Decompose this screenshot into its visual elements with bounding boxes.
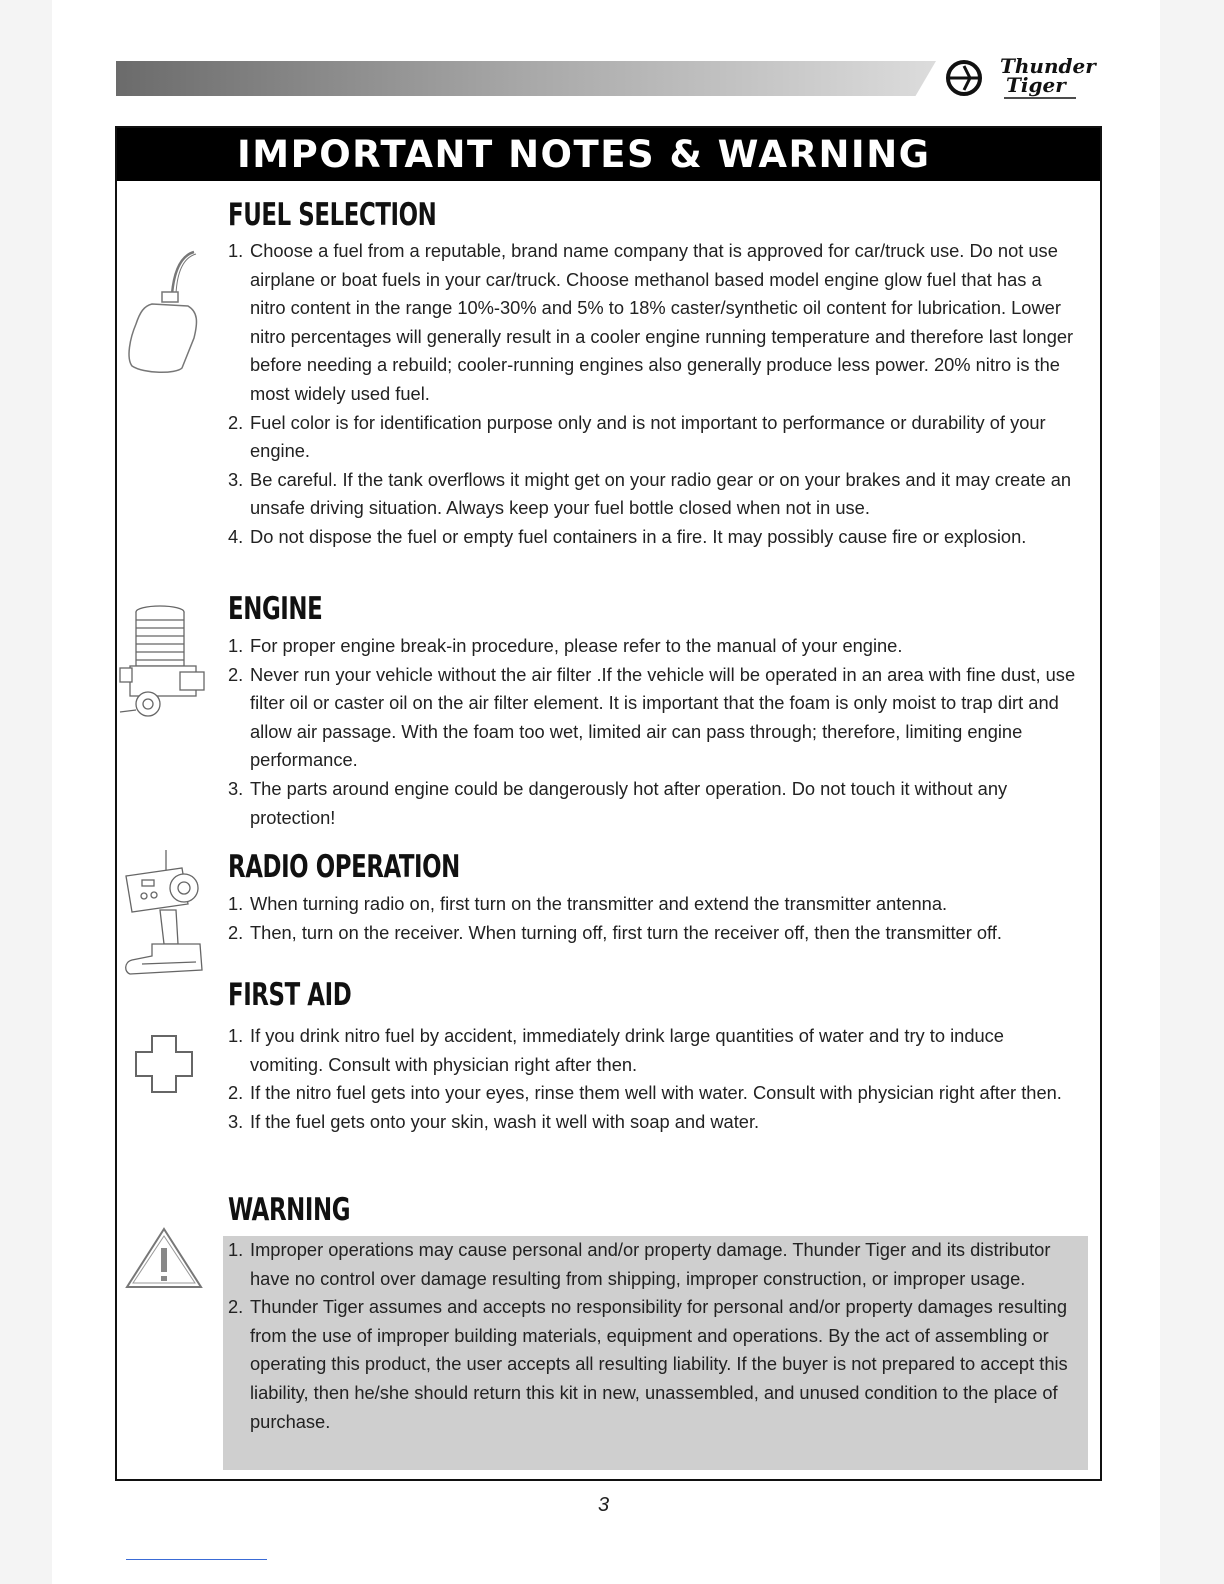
item-text: When turning radio on, first turn on the transmitter and extend the transmitter antenna. bbox=[250, 893, 948, 914]
item-number: 1. bbox=[228, 1025, 244, 1046]
item-text: If the nitro fuel gets into your eyes, rinse them well with water. Consult with physician right after then. bbox=[250, 1082, 1062, 1104]
item-number: 2. bbox=[228, 1082, 244, 1104]
item-text: If the fuel gets onto your skin, wash it well with soap and water. bbox=[250, 1110, 760, 1132]
item-number: 3. bbox=[228, 1110, 244, 1132]
page-title: IMPORTANT NOTES & WARNING bbox=[237, 133, 931, 176]
engine-heading: ENGINE bbox=[228, 591, 323, 627]
link-underline bbox=[126, 1559, 267, 1560]
item-number: 1. bbox=[228, 1239, 244, 1260]
item-number: 1. bbox=[228, 893, 244, 914]
item-number: 1. bbox=[228, 240, 244, 261]
item-number: 3. bbox=[228, 468, 244, 490]
item-number: 2. bbox=[228, 411, 244, 433]
item-number: 2. bbox=[228, 663, 244, 685]
warning-list bbox=[228, 1236, 1078, 1436]
title-bar bbox=[117, 128, 1100, 181]
header-gradient-bar bbox=[116, 61, 936, 96]
list-item bbox=[228, 1108, 1078, 1137]
page-number: 3 bbox=[598, 1494, 610, 1516]
radio-transmitter-icon bbox=[122, 848, 206, 978]
first-aid-heading: FIRST AID bbox=[228, 977, 352, 1013]
list-item bbox=[228, 523, 1078, 552]
item-text: If you drink nitro fuel by accident, immediately drink large quantities of water and try to induce vomiting. Consult with physician right after then. bbox=[250, 1025, 1004, 1075]
engine-list bbox=[228, 632, 1078, 832]
item-number: 1. bbox=[228, 635, 244, 656]
fuel-bottle-icon bbox=[124, 248, 202, 378]
list-item bbox=[228, 1236, 1078, 1293]
item-text: Do not dispose the fuel or empty fuel containers in a fire. It may possibly cause fire or explosion. bbox=[250, 525, 1027, 547]
list-item bbox=[228, 775, 1078, 832]
item-number: 2. bbox=[228, 921, 244, 943]
item-number: 4. bbox=[228, 525, 244, 547]
radio-operation-heading: RADIO OPERATION bbox=[228, 849, 460, 885]
fuel-selection-heading: FUEL SELECTION bbox=[228, 197, 437, 233]
list-item bbox=[228, 409, 1078, 466]
first-aid-cross-icon bbox=[134, 1034, 194, 1094]
item-number: 3. bbox=[228, 777, 244, 799]
list-item bbox=[228, 919, 1078, 948]
brand-line1: Thunder bbox=[1000, 54, 1096, 78]
fuel-selection-list bbox=[228, 237, 1078, 552]
item-text: Never run your vehicle without the air filter .If the vehicle will be operated in an area with fine dust, use filter oil or caster oil on the air filter element. It is important that the foam is only moist to trap dirt and allow air passage. With the foam too wet, limited air can pass through; therefore, limiting engine performance. bbox=[250, 663, 1076, 771]
engine-icon bbox=[118, 602, 210, 720]
warning-heading: WARNING bbox=[228, 1192, 351, 1228]
list-item bbox=[228, 890, 1078, 919]
list-item bbox=[228, 632, 1078, 661]
radio-operation-list bbox=[228, 890, 1078, 947]
warning-triangle-icon bbox=[124, 1226, 204, 1290]
list-item bbox=[228, 1022, 1078, 1079]
item-text: Then, turn on the receiver. When turning off, first turn the receiver off, then the transmitter off. bbox=[250, 921, 1002, 943]
item-text: The parts around engine could be dangerously hot after operation. Do not touch it without any protection! bbox=[250, 777, 1008, 828]
item-text: For proper engine break-in procedure, please refer to the manual of your engine. bbox=[250, 635, 903, 656]
item-text: Thunder Tiger assumes and accepts no responsibility for personal and/or property damages resulting from the use of improper building materials, equipment and operations. By the act of assembling or operating this product, the user accepts all resulting liability. If the buyer is not prepared to accept this liability, then he/she should return this kit in new, unassembled, and unused condition to the place of purchase. bbox=[250, 1296, 1068, 1432]
item-text: Be careful. If the tank overflows it might get on your radio gear or on your brakes and it may create an unsafe driving situation. Always keep your fuel bottle closed when not in use. bbox=[250, 468, 1072, 519]
list-item bbox=[228, 661, 1078, 775]
list-item bbox=[228, 237, 1078, 409]
list-item bbox=[228, 1293, 1078, 1436]
brand-logo-text bbox=[1000, 54, 1096, 97]
brand-line2: Tiger bbox=[1006, 73, 1066, 97]
item-text: Fuel color is for identification purpose only and is not important to performance or durability of your engine. bbox=[250, 411, 1046, 462]
list-item bbox=[228, 466, 1078, 523]
item-text: Choose a fuel from a reputable, brand name company that is approved for car/truck use. Do not use airplane or boat fuels in your car/truck. Choose methanol based model engine glow fuel that has a nitro content in the range 10%-30% and 5% to 18% caster/synthetic oil content for lubrication. Lower nitro percentages will generally result in a cooler engine running temperature and therefore last longer before needing a rebuild; cooler-running engines also generally produce less power. 20% nitro is the most widely used fuel. bbox=[250, 240, 1074, 404]
item-text: Improper operations may cause personal and/or property damage. Thunder Tiger and its distributor have no control over damage resulting from shipping, improper construction, or improper usage. bbox=[250, 1239, 1051, 1289]
item-number: 2. bbox=[228, 1296, 244, 1318]
first-aid-list bbox=[228, 1022, 1078, 1136]
list-item bbox=[228, 1079, 1078, 1108]
